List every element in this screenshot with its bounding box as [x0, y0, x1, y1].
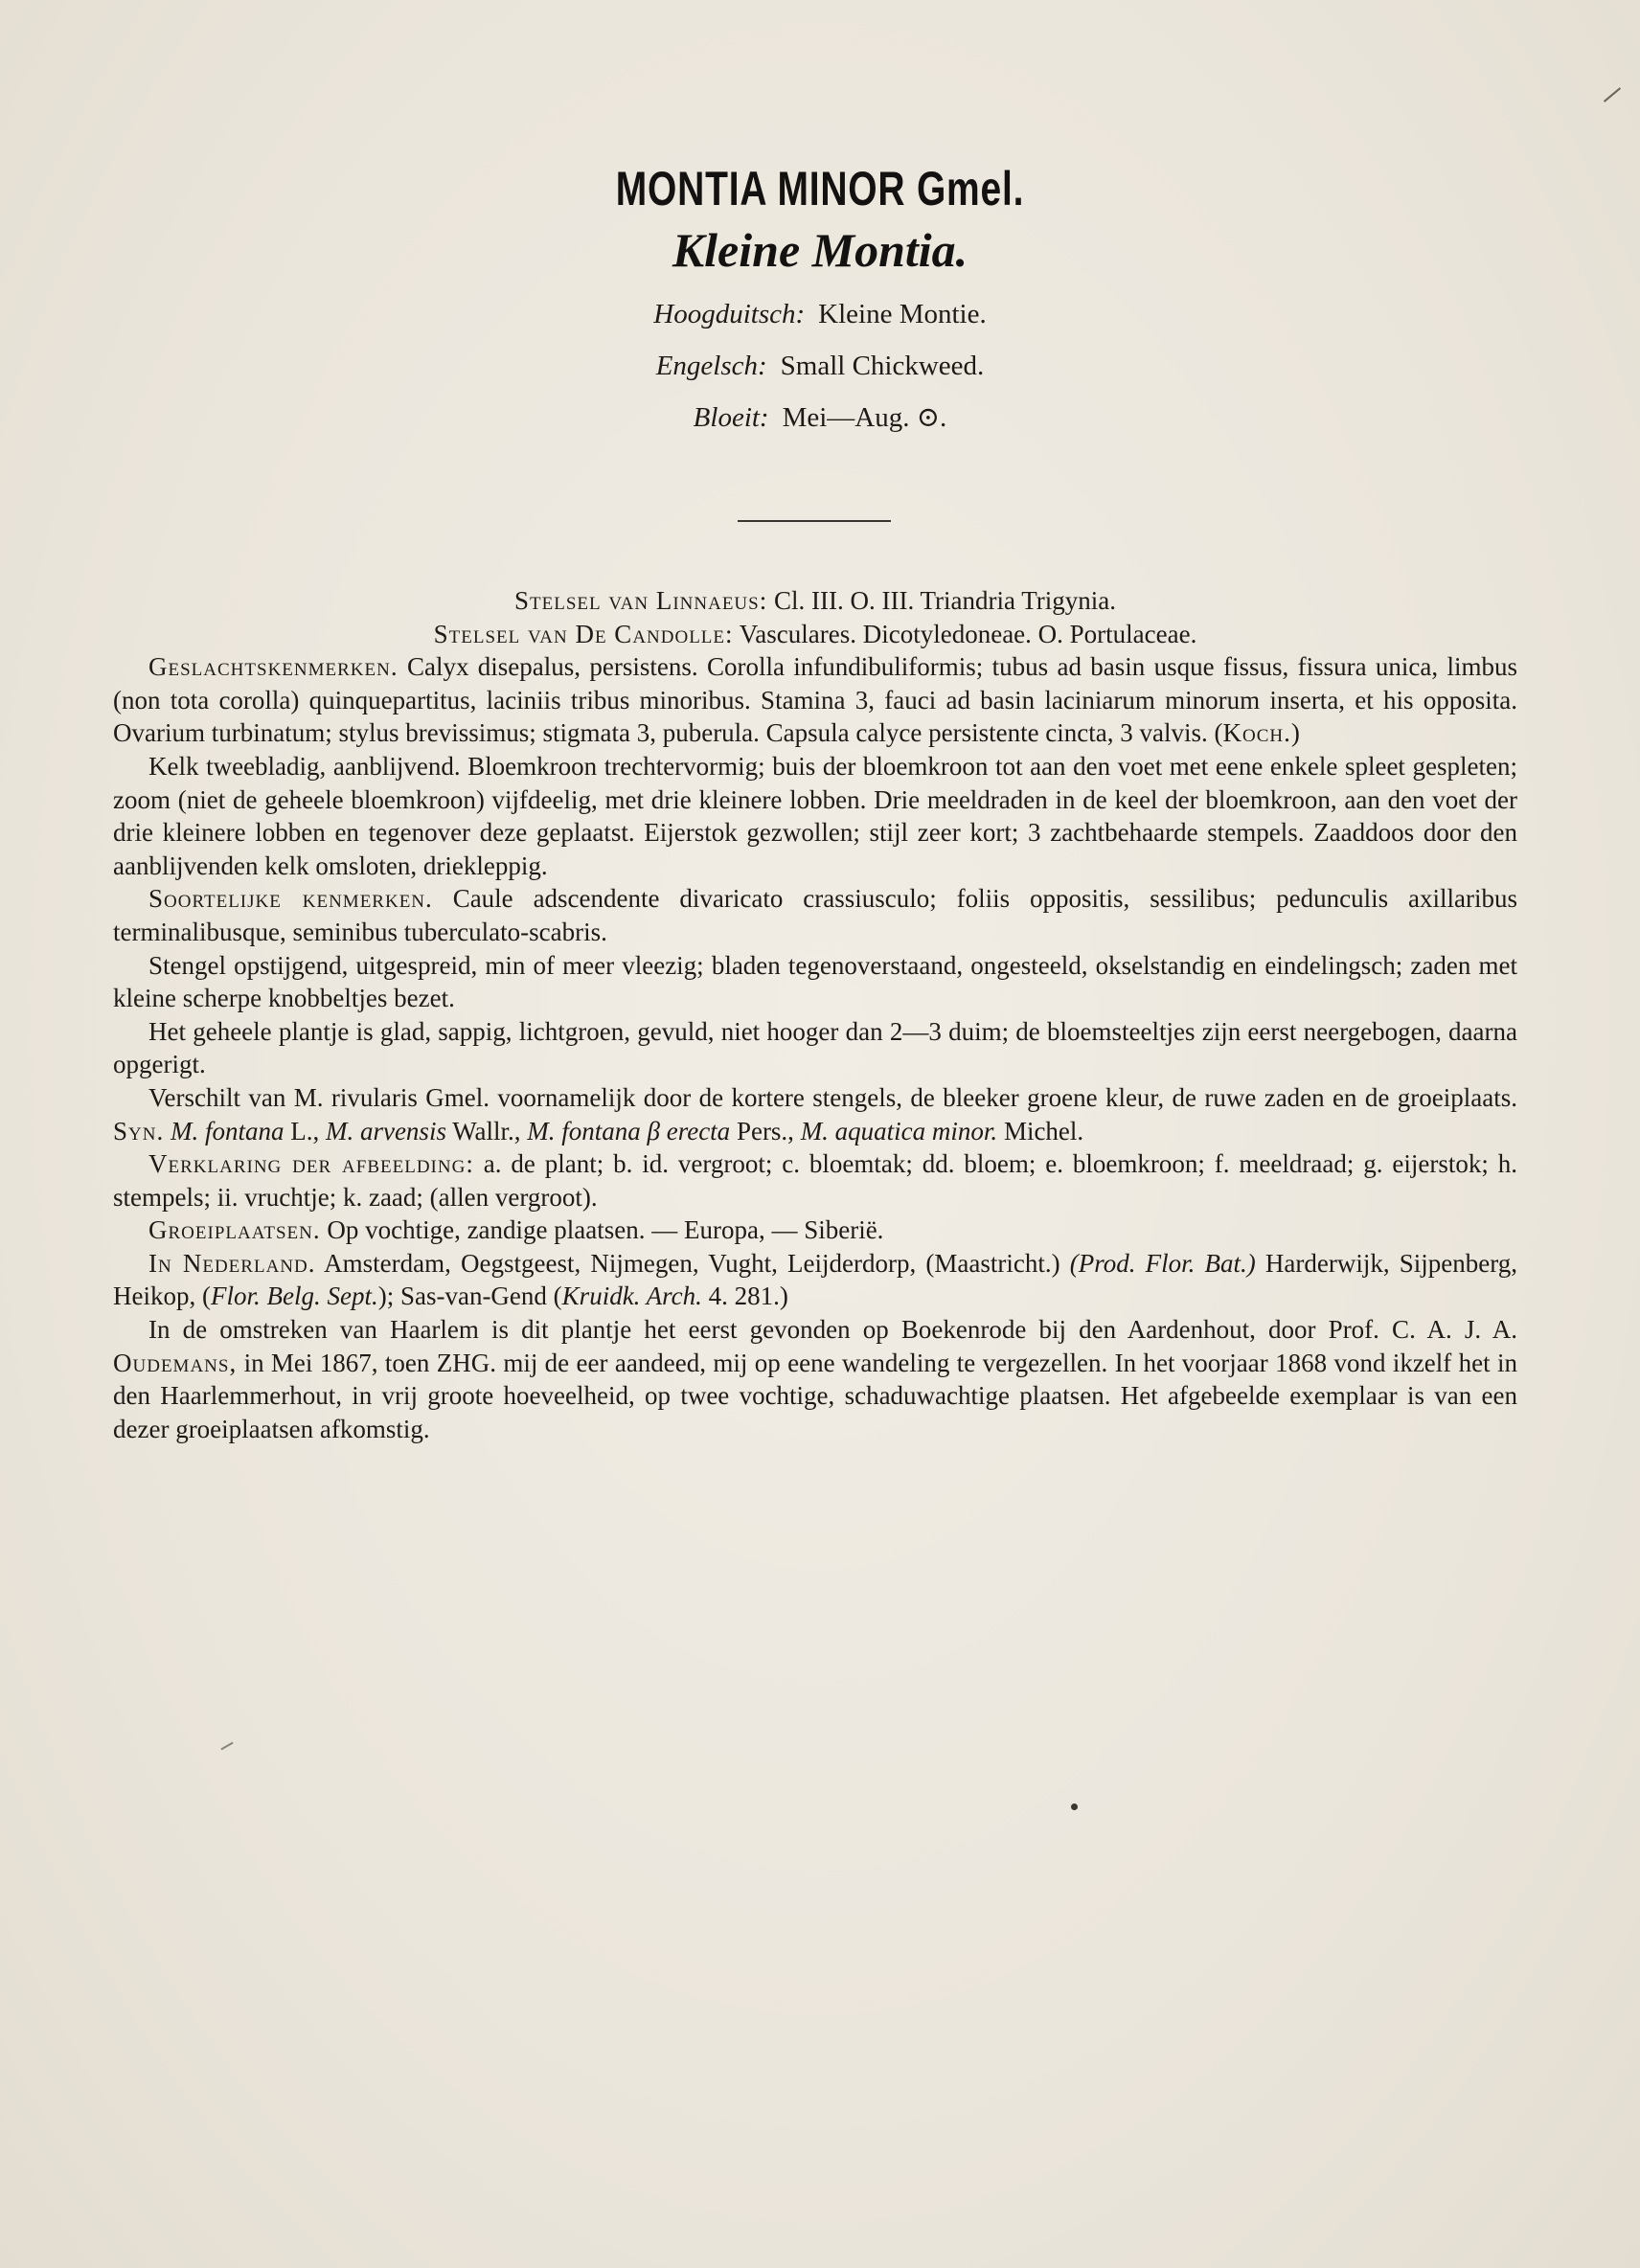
section-label: In Nederland.	[148, 1248, 316, 1278]
info-row-bloom	[0, 400, 1640, 434]
info-value: Mei—Aug. ⊙.	[782, 402, 947, 433]
genus-characters	[113, 650, 1517, 750]
section-text: in Mei 1867, toen ZHG. mij de eer aandeed, mij op eene wandeling te vergezellen. In het voorjaar 1868 vond ikzelf het in den Haarlemmerhout, in vrij groote hoeveelheid, op twee vochtige, schaduwachtige plaatsen. Het afgebeelde exemplaar is van een dezer groeiplaatsen afkomstig.	[113, 1348, 1517, 1443]
section-label: Stelsel van Linnaeus:	[514, 586, 768, 615]
ink-spot	[1071, 1803, 1078, 1810]
stem-description: Stengel opstijgend, uitgespreid, min of meer vleezig; bladen tegenoverstaand, ongesteeld, okselstandig en eindelingsch; zaden met kleine scherpe knobbeltjes bezet.	[113, 950, 1517, 1013]
info-label: Engelsch:	[655, 351, 767, 381]
synonym-author: Wallr.,	[452, 1116, 521, 1145]
species-characters	[113, 882, 1517, 948]
synonym-author: L.,	[290, 1116, 320, 1145]
reference: Flor. Belg. Sept.	[210, 1281, 378, 1311]
divider	[738, 520, 891, 522]
section-label: Groeiplaatsen.	[148, 1215, 321, 1245]
section-text: Amsterdam, Oegstgeest, Nijmegen, Vught, Leijderdorp, (Maastricht.)	[324, 1248, 1060, 1278]
species-title: MONTIA MINOR Gmel.	[615, 162, 1025, 215]
synonym: M. fontana	[170, 1116, 285, 1145]
section-text: Cl. III. O. III. Triandria Trigynia.	[773, 586, 1116, 615]
section-text: Verschilt van M. rivularis Gmel. voornamelijk door de kortere stengels, de bleeker groene kleur, de ruwe zaden en de groeiplaats.	[148, 1082, 1517, 1112]
section-label: Stelsel van De Candolle:	[433, 619, 734, 648]
dutch-name: Kleine Montia.	[672, 223, 968, 277]
section-label: Soortelijke kenmerken.	[148, 884, 433, 914]
synonym: M. arvensis	[325, 1116, 446, 1145]
candolle-line	[113, 618, 1517, 651]
reference: Kruidk. Arch.	[561, 1281, 702, 1311]
synonym-author: Pers.,	[736, 1116, 794, 1145]
section-text: Harderwijk, Sijpenberg, Heikop, (	[113, 1248, 1517, 1311]
section-label: Verklaring der afbeelding:	[148, 1149, 474, 1179]
section-text: In de omstreken van Haarlem is dit plantje het eerst gevonden op Boekenrode bij den Aardenhout, door Prof. C. A. J. A.	[148, 1315, 1517, 1345]
synonym-author: Michel.	[1003, 1116, 1084, 1145]
section-text: Vasculares. Dicotyledoneae. O. Portulaceae.	[739, 619, 1197, 648]
section-label: Geslachtskenmerken.	[148, 652, 399, 682]
info-row-english	[0, 351, 1640, 382]
person-name: Oudemans,	[113, 1348, 238, 1377]
section-text: 4. 281.)	[708, 1281, 788, 1311]
section-text: )	[1290, 718, 1300, 748]
pencil-mark	[1604, 87, 1621, 102]
info-label: Bloeit:	[693, 402, 769, 433]
description-body	[113, 584, 1517, 1445]
info-row-german	[0, 299, 1640, 330]
section-text: Calyx disepalus, persistens. Corolla infundibuliformis; tubus ad basin usque fissus, fissura unica, limbus (non tota corolla) quinquepartitus, laciniis tribus minoribus. Stamina 3, fauci ad basin laciniarum minorum inserta, et his opposita. Ovarium turbinatum; stylus brevissimus; stigmata 3, puberula. Capsula calyce persistente cincta, 3 valvis. (	[113, 652, 1518, 748]
netherlands-localities	[113, 1247, 1517, 1313]
section-text: ); Sas-van-Gend (	[377, 1281, 562, 1311]
section-label: Syn.	[113, 1116, 165, 1145]
info-value: Small Chickweed.	[780, 351, 985, 381]
info-value: Kleine Montie.	[818, 299, 987, 329]
habitats	[113, 1213, 1517, 1247]
linnaeus-line	[113, 584, 1517, 618]
author-ref: Koch.	[1222, 718, 1291, 748]
synonym: M. fontana β erecta	[527, 1116, 731, 1145]
synonym: M. aquatica minor.	[800, 1116, 998, 1145]
pencil-mark	[220, 1742, 233, 1751]
info-label: Hoogduitsch:	[653, 299, 806, 329]
plant-description: Het geheele plantje is glad, sappig, lichtgroen, gevuld, niet hooger dan 2—3 duim; de bloemsteeltjes zijn eerst neergebogen, daarna opgerigt.	[113, 1016, 1517, 1079]
genus-dutch-description: Kelk tweebladig, aanblijvend. Bloemkroon trechtervormig; buis der bloemkroon tot aan den voet met eene enkele spleet gespleten; zoom (niet de geheele bloemkroon) vijfdeelig, met drie kleinere lobben. Drie meeldraden in de keel der bloemkroon, aan den voet der drie kleinere lobben en tegenover deze geplaatst. Eijerstok gezwollen; stijl zeer kort; 3 zachtbehaarde stempels. Zaaddoos door den aanblijvenden kelk omsloten, driekleppig.	[113, 751, 1517, 880]
haarlem-note	[113, 1313, 1517, 1445]
differences-synonyms	[113, 1081, 1517, 1147]
section-text: a. de plant; b. id. vergroot; c. bloemtak; dd. bloem; e. bloemkroon; f. meeldraad; g. eijerstok; h. stempels; ii. vruchtje; k. zaad; (allen vergroot).	[113, 1149, 1518, 1212]
reference: (Prod. Flor. Bat.)	[1069, 1248, 1256, 1278]
section-text: Op vochtige, zandige plaatsen. — Europa, — Siberië.	[327, 1215, 884, 1245]
figure-explanation	[113, 1147, 1517, 1213]
section-text: Caule adscendente divaricato crassiusculo; foliis oppositis, sessilibus; pedunculis axillaribus terminalibusque, seminibus tuberculato-scabris.	[113, 884, 1517, 946]
